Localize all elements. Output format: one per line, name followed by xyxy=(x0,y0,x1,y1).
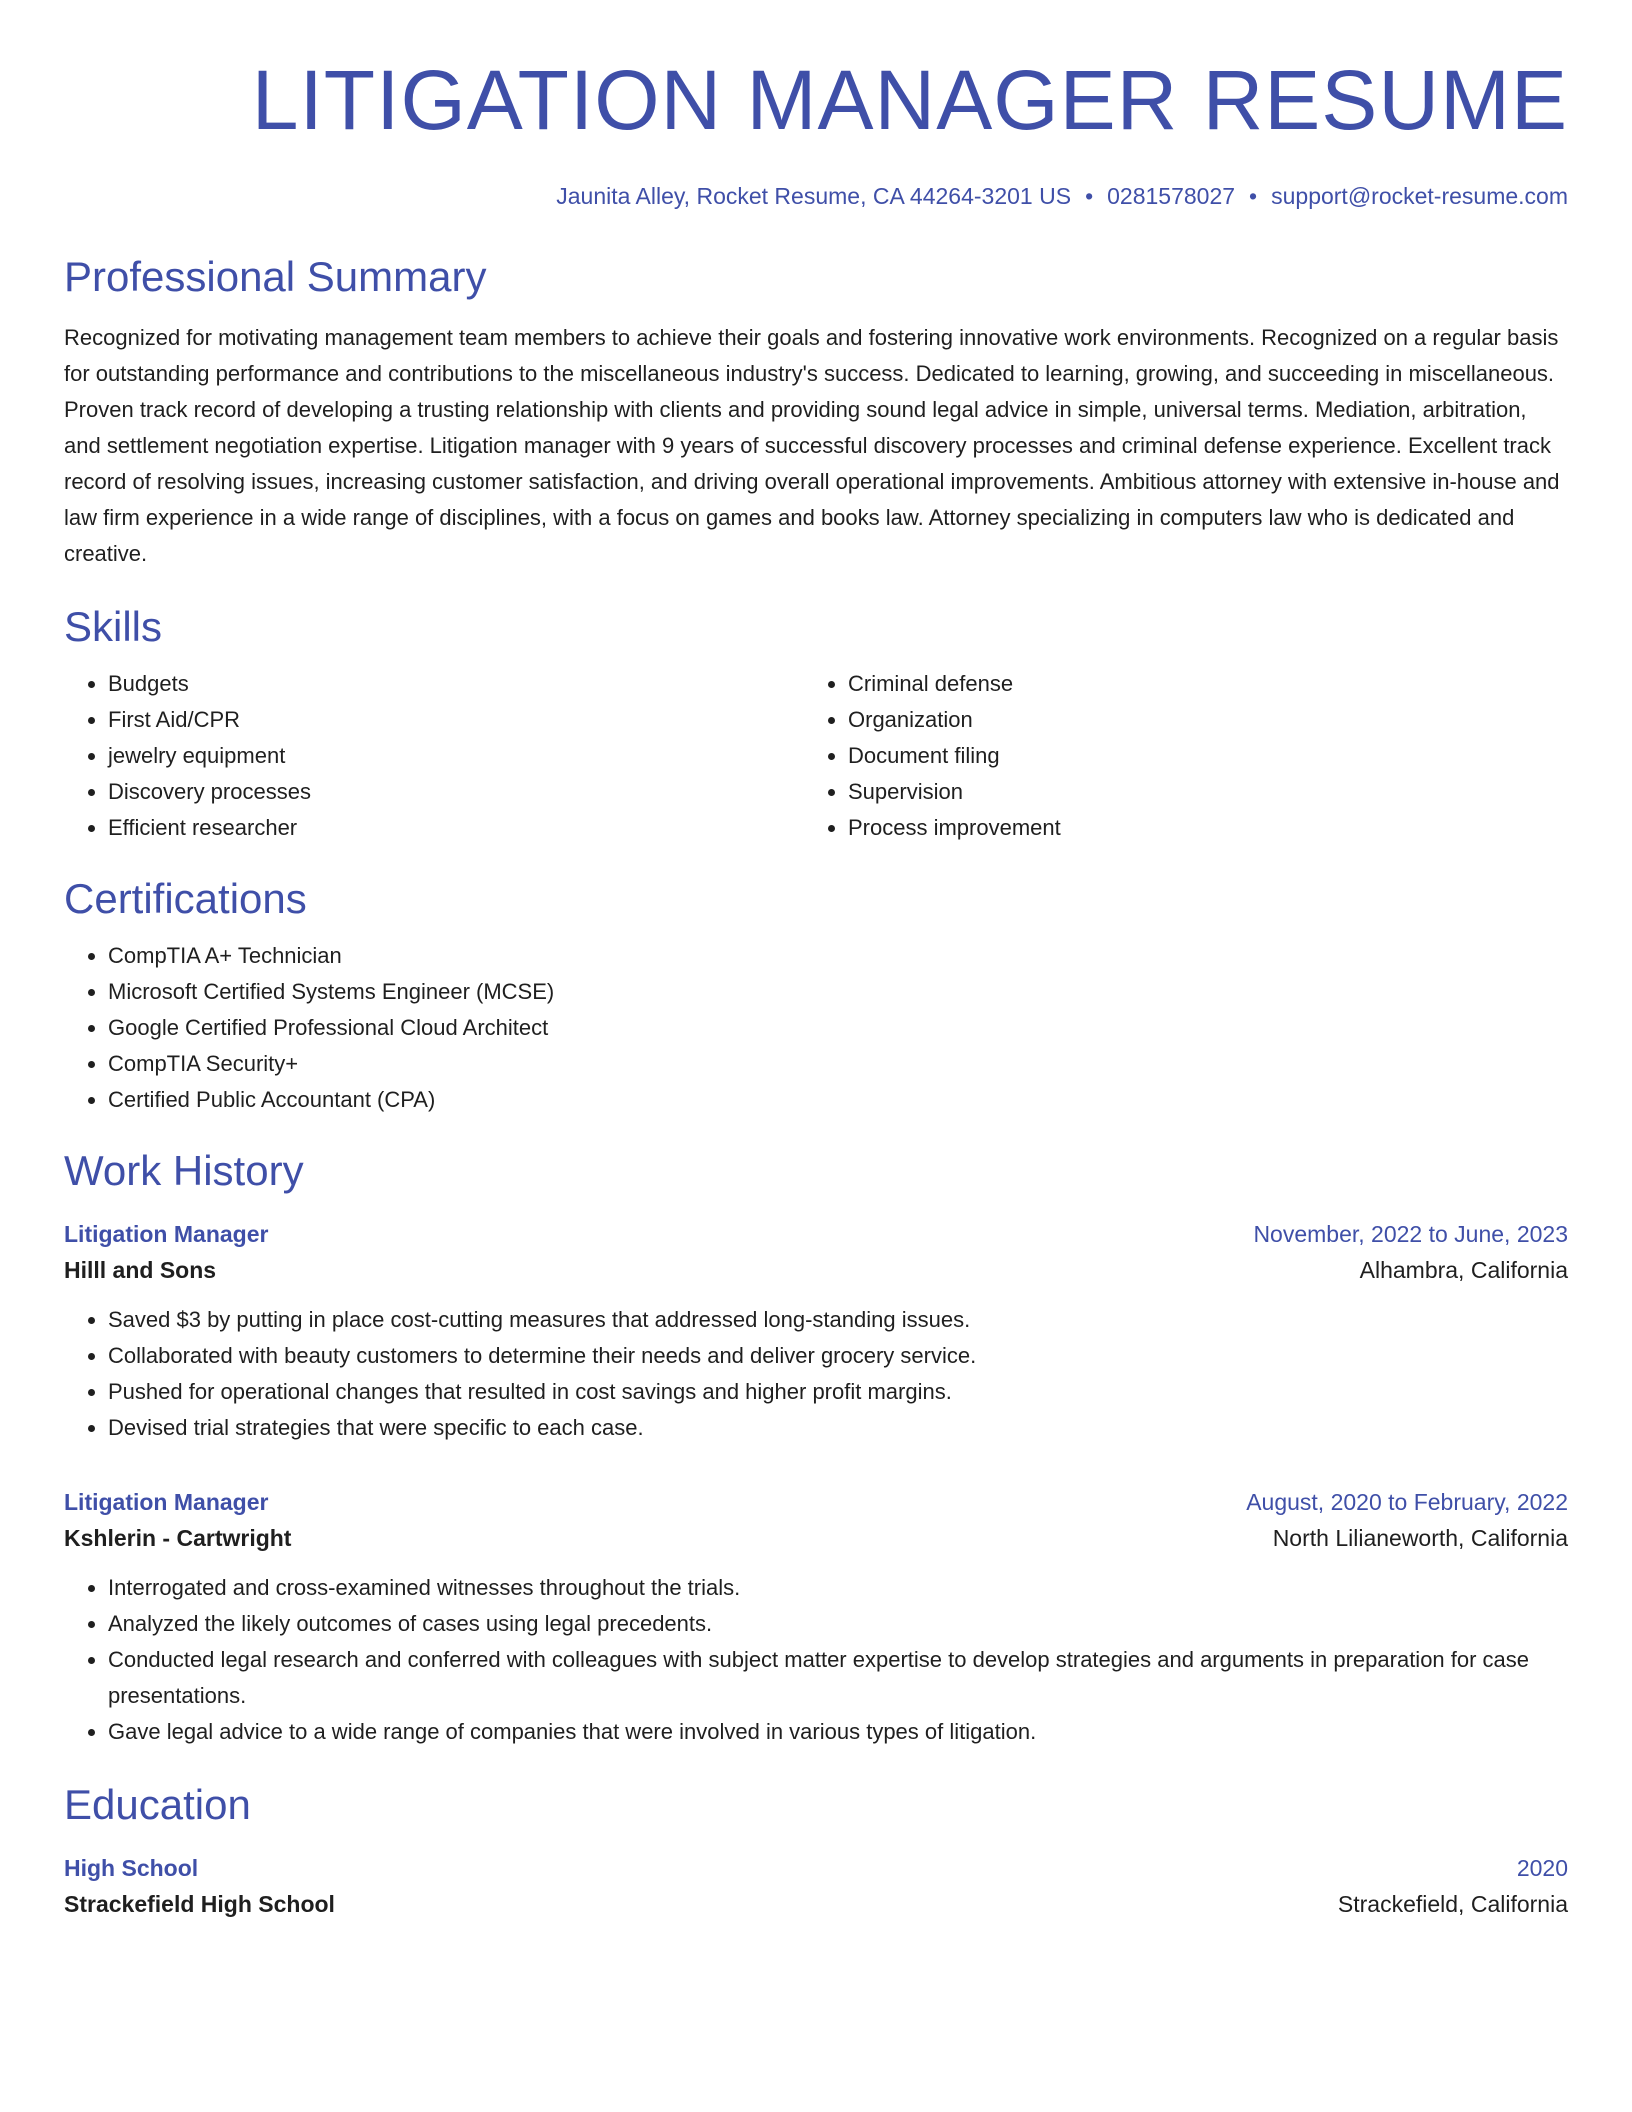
skills-column-left xyxy=(64,666,804,846)
work-history-heading: Work History xyxy=(64,1147,304,1194)
resume-title: LITIGATION MANAGER RESUME xyxy=(251,53,1568,147)
skill-item: • Efficient researcher xyxy=(108,810,804,846)
contact-separator: • xyxy=(1085,183,1094,209)
certifications-heading: Certifications xyxy=(64,875,307,922)
certifications-section xyxy=(64,874,1568,1118)
education-school: Strackefield High School xyxy=(64,1891,335,1917)
job-bullet: • Conducted legal research and conferred with colleagues with subject matter expertise to develop strategies and arguments in preparation for case presentations. xyxy=(108,1642,1568,1714)
skills-section xyxy=(64,602,1568,846)
job-bullet: • Analyzed the likely outcomes of cases using legal precedents. xyxy=(108,1606,1568,1642)
job-company: Hilll and Sons xyxy=(64,1257,217,1283)
education-school-row xyxy=(64,1886,1568,1922)
skill-item: • First Aid/CPR xyxy=(108,702,804,738)
skills-list-right xyxy=(804,666,1544,846)
summary-text: Recognized for motivating management team members to achieve their goals and fostering innovative work environments. Recognized on a regular basis for outstanding performance and contributions to the miscellaneous industry's success. Dedicated to learning, growing, and succeeding in miscellaneous. Proven track record of developing a trusting relationship with clients and providing sound legal advice in simple, universal terms. Mediation, arbitration, and settlement negotiation expertise. Litigation manager with 9 years of successful discovery processes and criminal defense experience. Excellent track record of resolving issues, increasing customer satisfaction, and driving overall operational improvements. Ambitious attorney with extensive in-house and law firm experience in a wide range of disciplines, with a focus on games and books law. Attorney specializing in computers law who is dedicated and creative. xyxy=(64,325,1560,566)
job-dates: November, 2022 to June, 2023 xyxy=(1253,1221,1568,1247)
skill-item: • jewelry equipment xyxy=(108,738,804,774)
job-bullet: • Pushed for operational changes that resulted in cost savings and higher profit margins. xyxy=(108,1374,1568,1410)
certification-item: • Microsoft Certified Systems Engineer (MCSE) xyxy=(108,974,1568,1010)
skills-columns xyxy=(64,666,1568,846)
job-bullet: • Devised trial strategies that were specific to each case. xyxy=(108,1410,1568,1446)
job-entry xyxy=(64,1216,1568,1446)
work-history-section xyxy=(64,1146,1568,1750)
education-location: Strackefield, California xyxy=(1337,1891,1568,1917)
job-company: Kshlerin - Cartwright xyxy=(64,1525,292,1551)
job-bullet: • Saved $3 by putting in place cost-cutting measures that addressed long-standing issues. xyxy=(108,1302,1568,1338)
job-title: Litigation Manager xyxy=(64,1489,269,1515)
job-bullet: • Gave legal advice to a wide range of companies that were involved in various types of litigation. xyxy=(108,1714,1568,1750)
skill-item: • Criminal defense xyxy=(848,666,1544,702)
skill-item: • Budgets xyxy=(108,666,804,702)
job-title: Litigation Manager xyxy=(64,1221,269,1247)
job-location: Alhambra, California xyxy=(1359,1257,1568,1283)
education-section xyxy=(64,1780,1568,1922)
job-bullets xyxy=(64,1570,1568,1750)
education-entry xyxy=(64,1850,1568,1922)
job-company-row xyxy=(64,1520,1568,1556)
summary-heading: Professional Summary xyxy=(64,253,487,300)
skills-heading: Skills xyxy=(64,603,163,650)
contact-phone: 0281578027 xyxy=(1107,183,1236,209)
certification-item: • CompTIA Security+ xyxy=(108,1046,1568,1082)
skill-item: • Document filing xyxy=(848,738,1544,774)
skill-item: • Discovery processes xyxy=(108,774,804,810)
job-company-row xyxy=(64,1252,1568,1288)
contact-separator: • xyxy=(1249,183,1258,209)
certification-item: • Google Certified Professional Cloud Architect xyxy=(108,1010,1568,1046)
job-dates: August, 2020 to February, 2022 xyxy=(1246,1489,1568,1515)
job-title-row xyxy=(64,1216,1568,1252)
job-bullets xyxy=(64,1302,1568,1446)
contact-address: Jaunita Alley, Rocket Resume, CA 44264-3201 US xyxy=(556,183,1072,209)
skill-item: • Supervision xyxy=(848,774,1544,810)
job-bullet: • Interrogated and cross-examined witnesses throughout the trials. xyxy=(108,1570,1568,1606)
job-entry xyxy=(64,1484,1568,1750)
skills-list-left xyxy=(64,666,804,846)
certification-item: • CompTIA A+ Technician xyxy=(108,938,1568,974)
certification-item: • Certified Public Accountant (CPA) xyxy=(108,1082,1568,1118)
job-location: North Lilianeworth, California xyxy=(1272,1525,1568,1551)
skill-item: • Process improvement xyxy=(848,810,1544,846)
contact-line xyxy=(64,182,1568,210)
skills-column-right xyxy=(804,666,1544,846)
education-degree: High School xyxy=(64,1855,199,1881)
contact-email: support@rocket-resume.com xyxy=(1271,183,1568,209)
education-degree-row xyxy=(64,1850,1568,1886)
job-title-row xyxy=(64,1484,1568,1520)
skill-item: • Organization xyxy=(848,702,1544,738)
certifications-list xyxy=(64,938,1568,1118)
education-year: 2020 xyxy=(1516,1855,1568,1881)
summary-section xyxy=(64,252,1568,572)
job-bullet: • Collaborated with beauty customers to determine their needs and deliver grocery service. xyxy=(108,1338,1568,1374)
education-heading: Education xyxy=(64,1781,251,1828)
resume-header xyxy=(64,52,1568,210)
